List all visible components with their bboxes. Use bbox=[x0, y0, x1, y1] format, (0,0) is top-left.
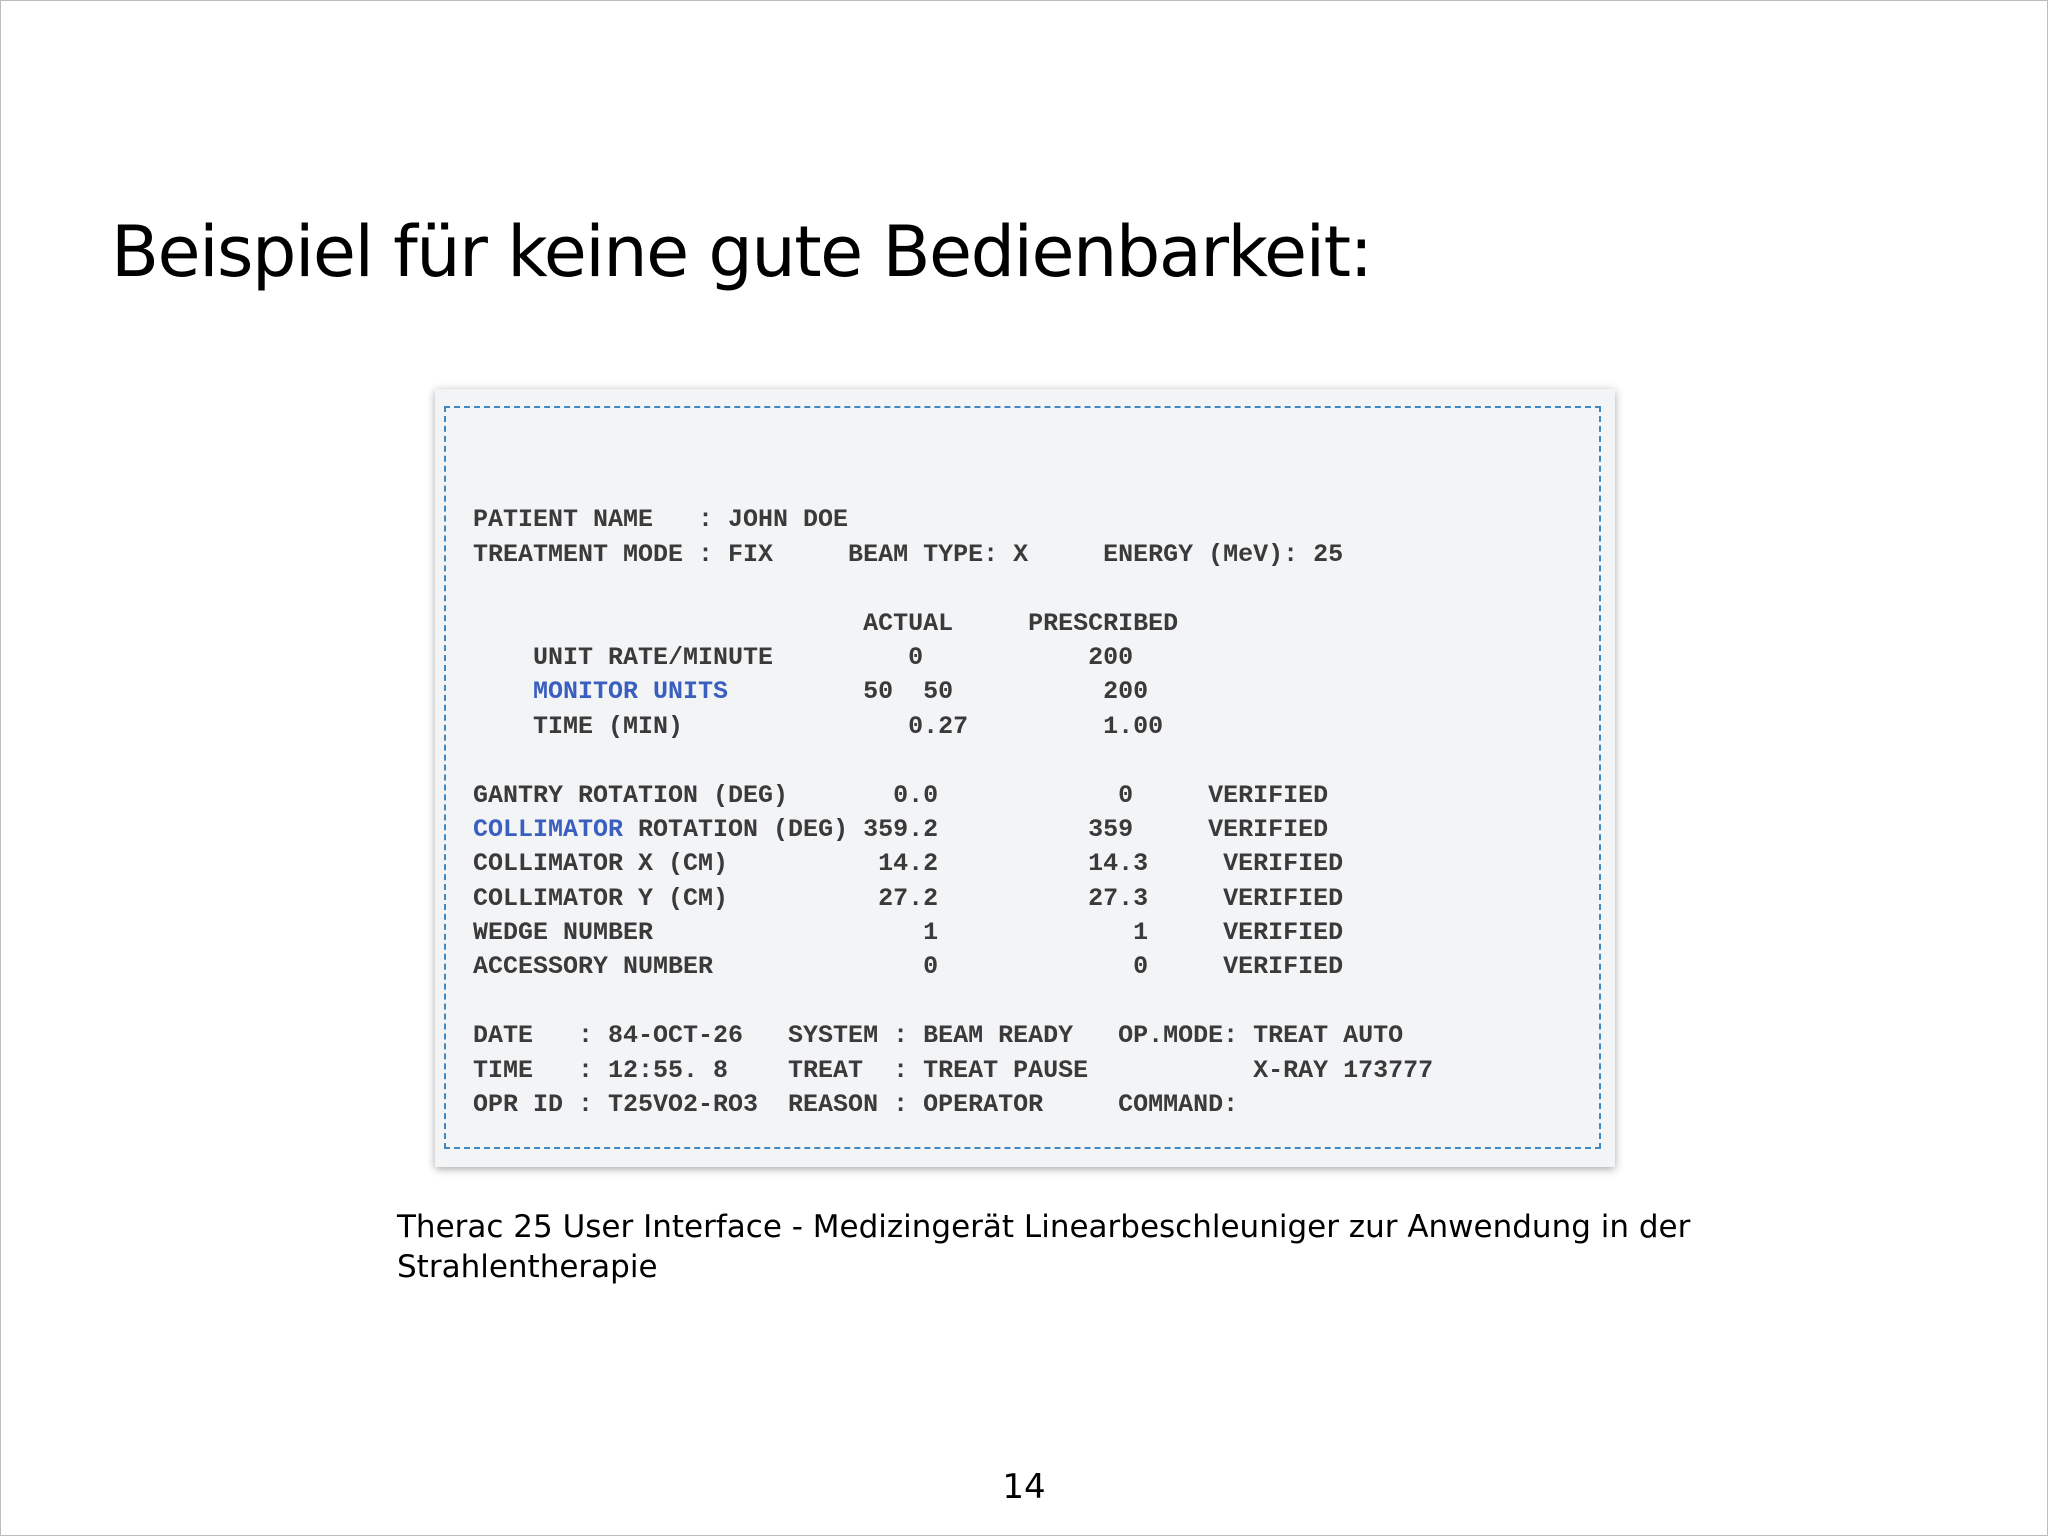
terminal-line: TIME (MIN) 0.27 1.00 bbox=[473, 711, 1164, 741]
terminal-line: WEDGE NUMBER 1 1 VERIFIED bbox=[473, 918, 1344, 948]
slide-title: Beispiel für keine gute Bedienbarkeit: bbox=[111, 211, 1372, 293]
terminal-line: PATIENT NAME : JOHN DOE bbox=[473, 505, 849, 535]
terminal-line: COLLIMATOR Y (CM) 27.2 27.3 VERIFIED bbox=[473, 883, 1344, 913]
terminal-line-text: ROTATION (DEG) 359.2 359 VERIFIED bbox=[623, 814, 1329, 844]
terminal-line: COLLIMATOR X (CM) 14.2 14.3 VERIFIED bbox=[473, 849, 1344, 879]
terminal-line: OPR ID : T25VO2-RO3 REASON : OPERATOR COMMAND: bbox=[473, 1090, 1239, 1120]
slide-caption: Therac 25 User Interface - Medizingerät Linearbeschleuniger zur Anwendung in der Strahlentherapie bbox=[397, 1209, 1691, 1285]
page-number: 14 bbox=[1002, 1467, 1046, 1507]
terminal-line: ACTUAL PRESCRIBED bbox=[473, 608, 1179, 638]
terminal-line bbox=[473, 813, 1433, 847]
terminal-highlight-text: MONITOR UNITS bbox=[533, 677, 729, 707]
terminal-line: ACCESSORY NUMBER 0 0 VERIFIED bbox=[473, 952, 1344, 982]
terminal-line bbox=[473, 744, 1433, 778]
terminal-line bbox=[473, 469, 1433, 503]
terminal-line-text: 50 50 200 bbox=[728, 677, 1149, 707]
terminal-line: GANTRY ROTATION (DEG) 0.0 0 VERIFIED bbox=[473, 780, 1329, 810]
terminal-highlight-text: COLLIMATOR bbox=[473, 814, 624, 844]
terminal-line: TIME : 12:55. 8 TREAT : TREAT PAUSE X-RAY 173777 bbox=[473, 1055, 1434, 1085]
terminal-text bbox=[473, 469, 1433, 1122]
terminal-line: TREATMENT MODE : FIX BEAM TYPE: X ENERGY (MeV): 25 bbox=[473, 539, 1344, 569]
terminal-line: DATE : 84-OCT-26 SYSTEM : BEAM READY OP.MODE: TREAT AUTO bbox=[473, 1021, 1404, 1051]
terminal-line-text bbox=[473, 677, 533, 706]
terminal-line bbox=[473, 675, 1433, 709]
therac-screen bbox=[435, 389, 1615, 1167]
terminal-line: UNIT RATE/MINUTE 0 200 bbox=[473, 642, 1134, 672]
terminal-line bbox=[473, 985, 1433, 1019]
terminal-line bbox=[473, 572, 1433, 606]
